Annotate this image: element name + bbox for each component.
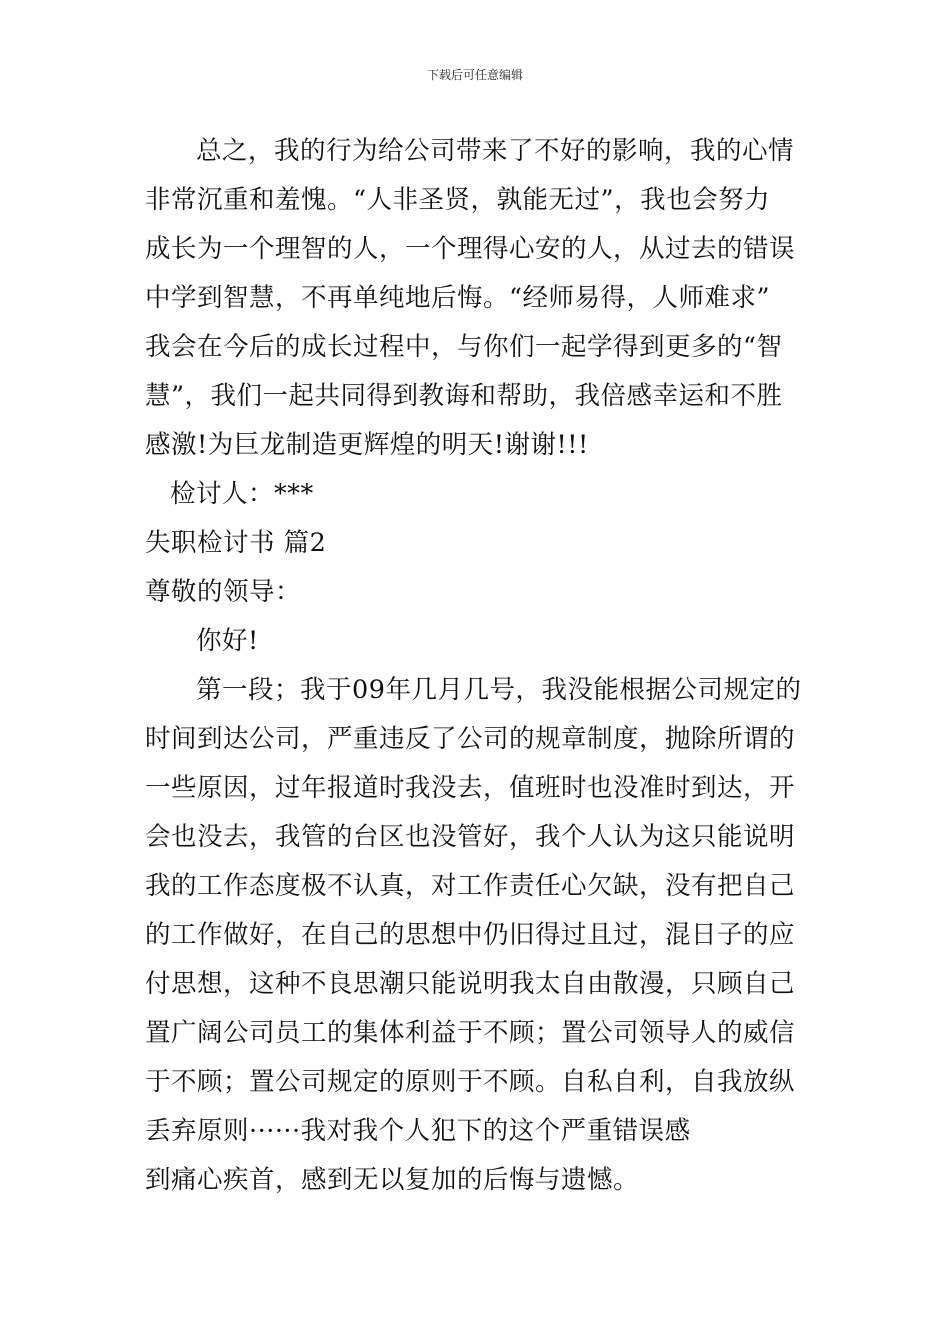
paragraph-line: 于不顾；置公司规定的原则于不顾。自私自利，自我放纵 bbox=[145, 1067, 796, 1097]
greeting: 你好! bbox=[196, 626, 259, 656]
signature-line: 检讨人：*** bbox=[170, 479, 314, 509]
paragraph-line: 时间到达公司，严重违反了公司的规章制度，抛除所谓的 bbox=[145, 724, 796, 754]
paragraph-line: 我的工作态度极不认真，对工作责任心欠缺，没有把自己 bbox=[145, 871, 796, 901]
paragraph-line: 丢弃原则······我对我个人犯下的这个严重错误感 bbox=[145, 1116, 691, 1146]
paragraph-line: 中学到智慧，不再单纯地后悔。“经师易得，人师难求” bbox=[145, 283, 771, 313]
paragraph-line: 到痛心疾首，感到无以复加的后悔与遗憾。 bbox=[145, 1165, 640, 1195]
paragraph-line: 总之，我的行为给公司带来了不好的影响，我的心情 bbox=[196, 136, 795, 166]
paragraph-line: 付思想，这种不良思潮只能说明我太自由散漫，只顾自己 bbox=[145, 969, 796, 999]
paragraph-line: 非常沉重和羞愧。“人非圣贤，孰能无过”，我也会努力 bbox=[145, 185, 771, 215]
paragraph-line: 我会在今后的成长过程中，与你们一起学得到更多的“智 bbox=[145, 332, 783, 362]
paragraph-line: 会也没去，我管的台区也没管好，我个人认为这只能说明 bbox=[145, 822, 796, 852]
paragraph-line: 第一段；我于09年几月几号，我没能根据公司规定的 bbox=[196, 675, 802, 705]
paragraph-line: 一些原因，过年报道时我没去，值班时也没准时到达，开 bbox=[145, 773, 796, 803]
paragraph-line: 置广阔公司员工的集体利益于不顾；置公司领导人的威信 bbox=[145, 1018, 796, 1048]
page-header: 下载后可任意编辑 bbox=[426, 68, 523, 82]
paragraph-line: 的工作做好，在自己的思想中仍旧得过且过，混日子的应 bbox=[145, 920, 796, 950]
section-title: 失职检讨书 篇2 bbox=[145, 528, 327, 558]
paragraph-line: 慧”，我们一起共同得到教诲和帮助，我倍感幸运和不胜 bbox=[145, 381, 783, 411]
document-body bbox=[145, 127, 810, 1205]
salutation: 尊敬的领导： bbox=[145, 577, 302, 607]
paragraph-line: 成长为一个理智的人，一个理得心安的人，从过去的错误 bbox=[145, 234, 796, 264]
paragraph-line: 感激!为巨龙制造更辉煌的明天!谢谢!!! bbox=[145, 430, 589, 460]
